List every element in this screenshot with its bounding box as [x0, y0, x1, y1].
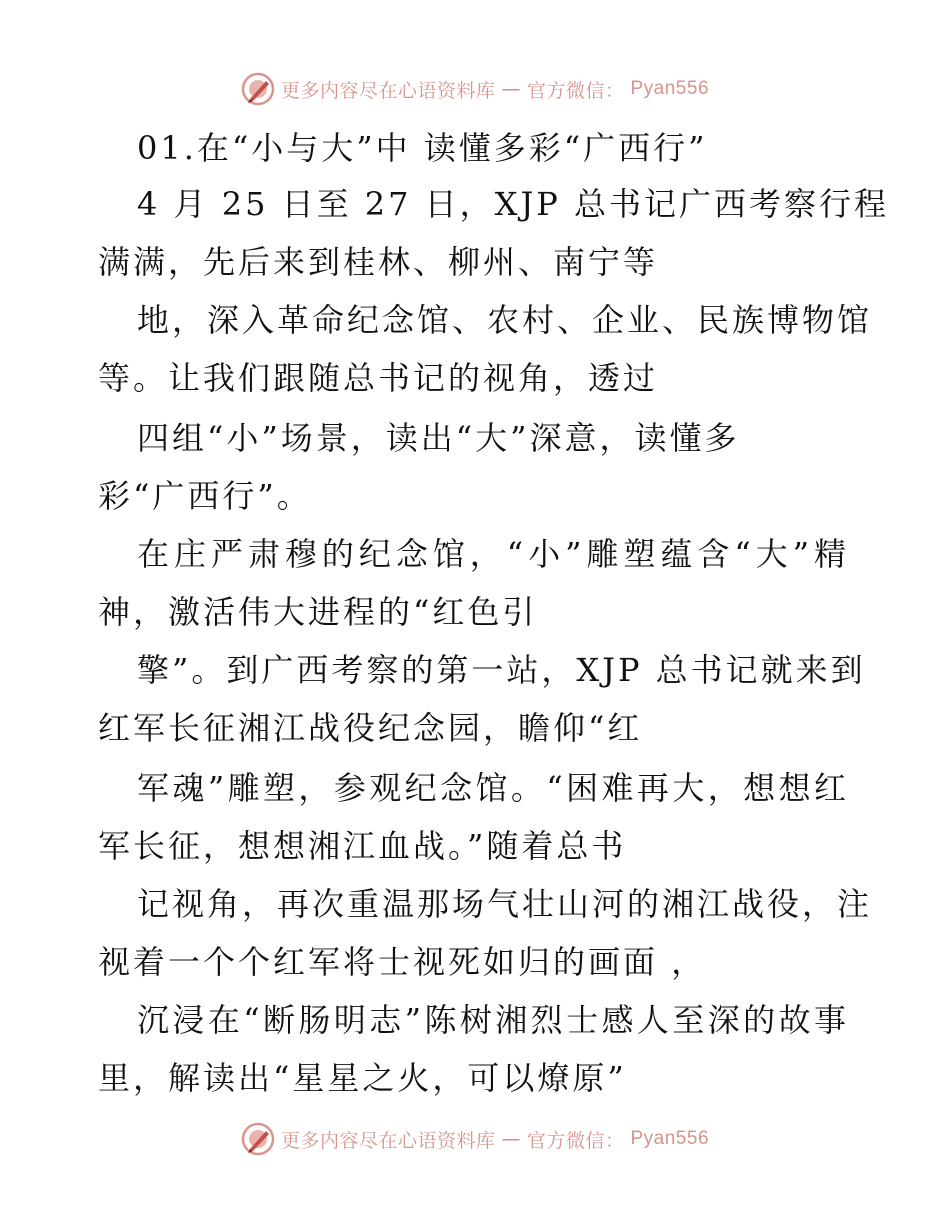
watermark-text: 更多内容尽在心语资料库 [280, 79, 496, 102]
paragraph-line: 红军长征湘江战役纪念园，瞻仰“红 [98, 709, 643, 747]
paragraph-line: 地，深入革命纪念馆、农村、企业、民族博物馆 [137, 301, 873, 339]
paragraph-line: 沉浸在“断肠明志”陈树湘烈士感人至深的故事 [137, 1001, 849, 1039]
watermark-separator: — [501, 1128, 521, 1150]
paragraph-line: 擎”。到广西考察的第一站，XJP 总书记就来到 [137, 651, 866, 689]
footer-watermark [0, 1122, 950, 1156]
watermark-official: 官方微信： [526, 1129, 625, 1152]
paragraph-line: 神，激活伟大进程的“红色引 [98, 593, 538, 631]
paragraph-line: 军魂”雕塑，参观纪念馆。“困难再大，想想红 [137, 769, 849, 807]
paragraph-line: 四组“小”场景，读出“大”深意，读懂多 [137, 419, 740, 457]
watermark-official: 官方微信： [526, 79, 625, 102]
heading-line: 01.在“小与大”中 读懂多彩“广西行” [137, 129, 708, 167]
header-watermark [0, 72, 950, 106]
paragraph-line: 记视角，再次重温那场气壮山河的湘江战役，注 [137, 885, 873, 923]
pen-logo-icon [241, 1122, 275, 1156]
paragraph-line: 4 月 25 日至 27 日，XJP 总书记广西考察行程 [137, 185, 889, 223]
paragraph-line: 在庄严肃穆的纪念馆，“小”雕塑蕴含“大”精 [137, 535, 849, 573]
paragraph-line: 军长征，想想湘江血战。”随着总书 [98, 827, 627, 865]
pen-logo-icon [241, 72, 275, 106]
paragraph-line: 视着一个个红军将士视死如归的画面 ， [98, 943, 707, 981]
paragraph-line: 彩“广西行”。 [98, 477, 312, 515]
paragraph-line: 等。让我们跟随总书记的视角，透过 [98, 359, 659, 397]
paragraph-line: 满满，先后来到桂林、柳州、南宁等 [98, 243, 659, 281]
watermark-separator: — [501, 78, 521, 100]
paragraph-line: 里，解读出“星星之火，可以燎原” [98, 1059, 627, 1097]
watermark-account: Pyan556 [630, 1128, 710, 1149]
watermark-text: 更多内容尽在心语资料库 [280, 1129, 496, 1152]
watermark-account: Pyan556 [630, 78, 710, 99]
